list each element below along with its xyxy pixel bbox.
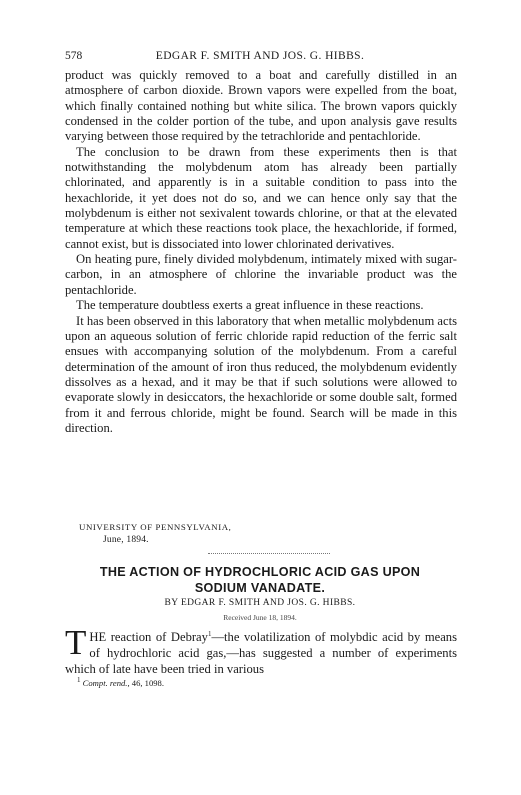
- paragraph-conclusion: The conclusion to be drawn from these experiments then is that notwithstanding the molybdenum atom has already been partially chlorinated, and apparently is in a suitable condition to pass into the hexachloride, it yet does not do so, and we can hence only say that the molybdenum is either not sexivalent towards chlorine, or that at the elevated temperature at which these reactions took place, the hexachloride, if formed, cannot exist, but is dissociated into lower chlorinated derivatives.: [65, 144, 457, 251]
- article-byline: BY EDGAR F. SMITH AND JOS. G. HIBBS.: [164, 598, 356, 608]
- institution: UNIVERSITY OF PENNSYLVANIA,: [79, 522, 232, 532]
- page-number: 578: [65, 50, 83, 62]
- body-text: [65, 68, 457, 436]
- page-header: [65, 50, 455, 66]
- footnote-reference: 1: [207, 630, 212, 638]
- paragraph-continued: product was quickly removed to a boat and carefully distilled in an atmosphere of carbon dioxide. Brown vapors were expelled from the boat, which finally contained nothing but white silica. The brown vapors quickly condensed in the colder portion of the tube, and upon analysis gave results varying between those required by the tetrachloride and pentachloride.: [65, 68, 457, 144]
- article-text-rest: —the volatilization of molybdic acid by means of hydrochloric acid gas,—has suggested a number of experiments which of late have been tried in various: [65, 630, 458, 677]
- paragraph-observation: It has been observed in this laboratory that when metallic molybdenum acts upon an aqueous solution of ferric chloride rapid reduction of the ferric salt ensues with accompanying solution of the molybdenum. From a careful determination of the amount of iron thus reduced, the molybdenum evidently dissolves as a hexad, and it may be that if such solutions were allowed to evaporate slowly in desiccators, the hexachloride or some double salt, formed from it and ferrous chloride, might be found. Search will be made in this direction.: [65, 313, 457, 435]
- running-head: EDGAR F. SMITH AND JOS. G. HIBBS.: [155, 50, 365, 62]
- footnote-mark: 1: [77, 676, 81, 684]
- signature-date: June, 1894.: [103, 535, 149, 545]
- paragraph-temperature: The temperature doubtless exerts a great influence in these reactions.: [76, 298, 424, 313]
- article-opening: [65, 623, 458, 677]
- article-text-start: HE reaction of Debray: [89, 630, 208, 645]
- footnote-citation: , 46, 1098.: [127, 677, 164, 688]
- article-title-line-1: THE ACTION OF HYDROCHLORIC ACID GAS UPON: [99, 565, 421, 579]
- signature-block: [79, 521, 231, 547]
- article-title: [60, 564, 460, 596]
- received-date: Received June 18, 1894.: [223, 613, 297, 622]
- drop-cap: T: [65, 623, 87, 662]
- footnote: [77, 676, 164, 688]
- section-divider: [208, 553, 330, 554]
- paragraph-heating: On heating pure, finely divided molybdenum, intimately mixed with sugar-carbon, in an atmosphere of chlorine the invariable product was the pentachloride.: [65, 252, 457, 297]
- article-title-line-2: SODIUM VANADATE.: [194, 581, 326, 595]
- footnote-source: Compt. rend.: [82, 677, 128, 688]
